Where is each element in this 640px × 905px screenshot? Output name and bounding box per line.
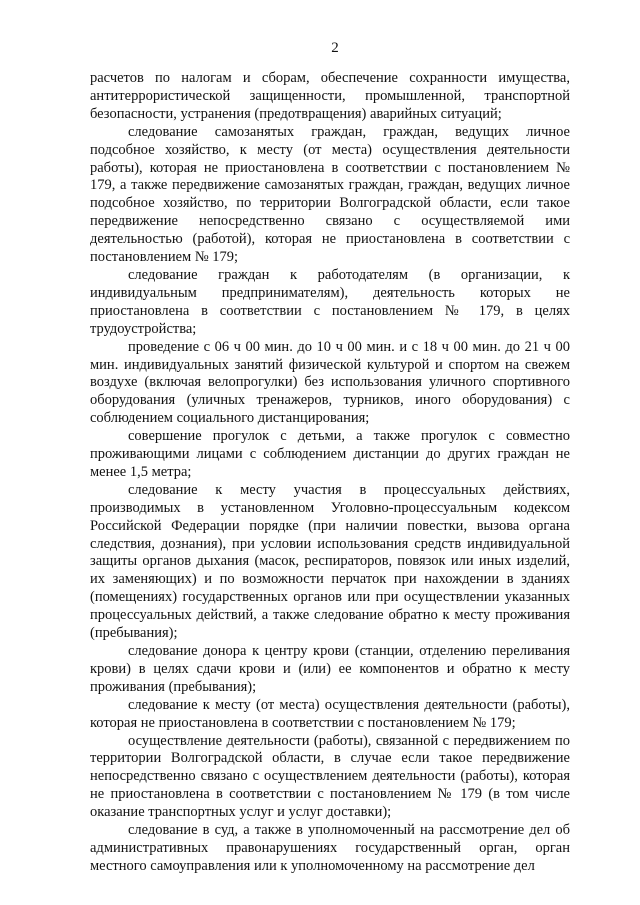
paragraph-walks: совершение прогулок с детьми, а также прогулок с совместно проживающими лицами с соблюдением дистанции до других граждан не менее 1,5 метра; bbox=[90, 428, 570, 480]
paragraph-sports: проведение с 06 ч 00 мин. до 10 ч 00 мин. и с 18 ч 00 мин. до 21 ч 00 мин. индивидуальных занятий физической культурой и спортом на свежем воздухе (включая велопрогулки) без использования уличного спортивного оборудования (уличных тренажеров, турников, иного оборудования) с соблюдением социального дистанцирования; bbox=[90, 338, 570, 427]
paragraph-procedural-actions: следование к месту участия в процессуальных действиях, производимых в установленном Уголовно-процессуальным кодексом Российской Федерации порядке (при наличии повестки, вызова органа следствия, дознания), при условии использования средств индивидуальной защиты органов дыхания (масок, респираторов, повязок или иных изделий, их заменяющих) и по возможности перчаток при нахождении в зданиях (помещениях) государственных органов или при осуществлении указанных процессуальных действий, а также следование обратно к месту проживания (пребывания); bbox=[90, 481, 570, 642]
paragraph-security-tasks: расчетов по налогам и сборам, обеспечение сохранности имущества, антитеррористической защищенности, промышленной, транспортной безопасности, устранения (предотвращения) аварийных ситуаций; bbox=[90, 70, 570, 122]
paragraph-work-commute: следование к месту (от места) осуществления деятельности (работы), которая не приостановлена в соответствии с постановлением № 179; bbox=[90, 696, 570, 731]
paragraph-self-employed: следование самозанятых граждан, граждан, ведущих личное подсобное хозяйство, к месту (от места) осуществления деятельности работы), которая не приостановлена в соответствии с постановлением № 179, а также передвижение самозанятых граждан, граждан, ведущих личное подсобное хозяйство, по территории Волгоградской области, если такое передвижение непосредственно связано с осуществляемой ими деятельностью (работой), которая не приостановлена в соответствии с постановлением № 179; bbox=[90, 123, 570, 266]
page-number: 2 bbox=[331, 40, 339, 56]
paragraph-court: следование в суд, а также в уполномоченный на рассмотрение дел об административных правонарушениях государственный орган, орган местного самоуправления или к уполномоченному на рассмотрение дел bbox=[90, 822, 570, 874]
paragraph-employers: следование граждан к работодателям (в организации, к индивидуальным предпринимателям), деятельность которых не приостановлена в соответствии с постановлением № 179, в целях трудоустройства; bbox=[90, 266, 570, 337]
paragraph-blood-donor: следование донора к центру крови (станции, отделению переливания крови) в целях сдачи крови и (или) ее компонентов и обратно к месту проживания (пребывания); bbox=[90, 643, 570, 695]
paragraph-work-movement: осуществление деятельности (работы), связанной с передвижением по территории Волгоградской области, в случае если такое передвижение непосредственно связано с осуществлением деятельности (работы), которая не приостановлена в соответствии с постановлением № 179 (в том числе оказание транспортных услуг и услуг доставки); bbox=[90, 732, 570, 821]
